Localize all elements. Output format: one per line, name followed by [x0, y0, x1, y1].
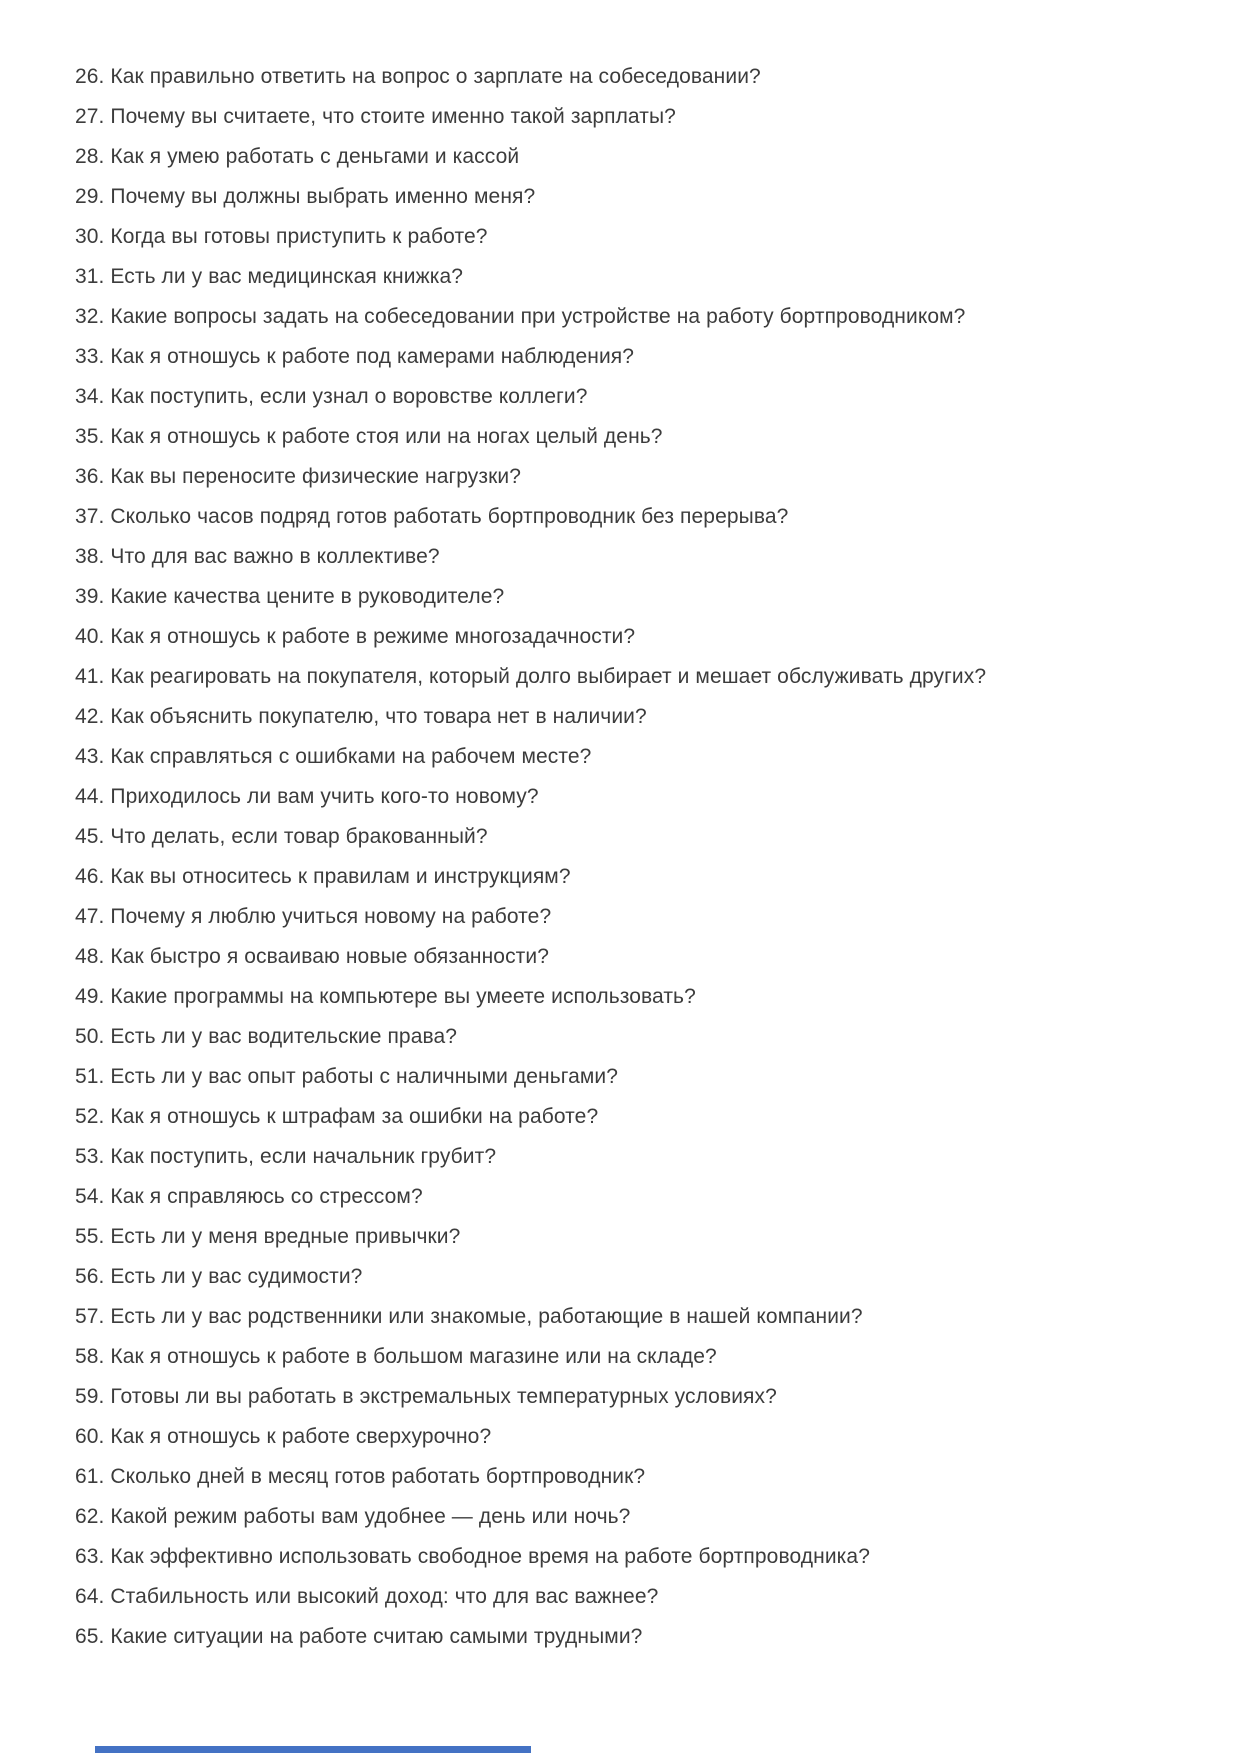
question-text: Какие вопросы задать на собеседовании при устройстве на работу бортпроводником?: [110, 305, 966, 328]
question-number: 36.: [75, 465, 105, 488]
question-item: [75, 1617, 1219, 1657]
question-number: 30.: [75, 225, 105, 248]
question-number: 64.: [75, 1585, 105, 1608]
question-item: [75, 497, 1219, 537]
question-text: Как я умею работать с деньгами и кассой: [110, 145, 520, 168]
question-text: Стабильность или высокий доход: что для вас важнее?: [110, 1585, 659, 1608]
question-number: 31.: [75, 265, 105, 288]
question-number: 43.: [75, 745, 105, 768]
question-item: [75, 337, 1219, 377]
question-number: 38.: [75, 545, 105, 568]
question-number: 62.: [75, 1505, 105, 1528]
question-text: Когда вы готовы приступить к работе?: [110, 225, 488, 248]
question-text: Как я отношусь к работе в большом магазине или на складе?: [110, 1345, 717, 1368]
question-item: [75, 937, 1219, 977]
question-text: Есть ли у вас медицинская книжка?: [110, 265, 464, 288]
question-text: Сколько часов подряд готов работать бортпроводник без перерыва?: [110, 505, 789, 528]
question-text: Почему вы считаете, что стоите именно такой зарплаты?: [110, 105, 676, 128]
question-number: 58.: [75, 1345, 105, 1368]
question-text: Как я отношусь к штрафам за ошибки на работе?: [110, 1105, 599, 1128]
question-item: [75, 1257, 1219, 1297]
question-item: [75, 857, 1219, 897]
question-number: 33.: [75, 345, 105, 368]
question-item: [75, 737, 1219, 777]
question-item: [75, 1417, 1219, 1457]
question-text: Как поступить, если узнал о воровстве коллеги?: [110, 385, 588, 408]
partial-bottom-element: [95, 1746, 531, 1753]
question-text: Как эффективно использовать свободное время на работе бортпроводника?: [110, 1545, 870, 1568]
question-number: 34.: [75, 385, 105, 408]
question-number: 59.: [75, 1385, 105, 1408]
question-number: 57.: [75, 1305, 105, 1328]
question-text: Что для вас важно в коллективе?: [110, 545, 440, 568]
question-text: Как поступить, если начальник грубит?: [110, 1145, 497, 1168]
question-text: Готовы ли вы работать в экстремальных температурных условиях?: [110, 1385, 777, 1408]
question-number: 41.: [75, 665, 105, 688]
question-item: [75, 1217, 1219, 1257]
question-item: [75, 1177, 1219, 1217]
question-number: 49.: [75, 985, 105, 1008]
question-text: Есть ли у меня вредные привычки?: [110, 1225, 461, 1248]
question-item: [75, 177, 1219, 217]
question-number: 56.: [75, 1265, 105, 1288]
question-number: 50.: [75, 1025, 105, 1048]
question-item: [75, 817, 1219, 857]
question-text: Как я отношусь к работе стоя или на ногах целый день?: [110, 425, 663, 448]
question-item: [75, 697, 1219, 737]
question-number: 52.: [75, 1105, 105, 1128]
question-item: [75, 1577, 1219, 1617]
question-text: Как я отношусь к работе в режиме многозадачности?: [110, 625, 636, 648]
question-text: Какие программы на компьютере вы умеете использовать?: [110, 985, 696, 1008]
question-number: 29.: [75, 185, 105, 208]
question-item: [75, 977, 1219, 1017]
question-number: 40.: [75, 625, 105, 648]
question-number: 48.: [75, 945, 105, 968]
question-number: 28.: [75, 145, 105, 168]
question-number: 54.: [75, 1185, 105, 1208]
question-item: [75, 777, 1219, 817]
question-number: 51.: [75, 1065, 105, 1088]
question-item: [75, 377, 1219, 417]
question-text: Как я отношусь к работе под камерами наблюдения?: [110, 345, 635, 368]
question-number: 42.: [75, 705, 105, 728]
question-text: Сколько дней в месяц готов работать бортпроводник?: [110, 1465, 646, 1488]
question-text: Приходилось ли вам учить кого-то новому?: [110, 785, 539, 808]
question-item: [75, 97, 1219, 137]
question-text: Какие качества цените в руководителе?: [110, 585, 505, 608]
question-item: [75, 137, 1219, 177]
question-item: [75, 1297, 1219, 1337]
question-number: 53.: [75, 1145, 105, 1168]
question-item: [75, 1537, 1219, 1577]
question-text: Как я отношусь к работе сверхурочно?: [110, 1425, 492, 1448]
question-number: 60.: [75, 1425, 105, 1448]
question-item: [75, 897, 1219, 937]
question-number: 32.: [75, 305, 105, 328]
question-text: Как правильно ответить на вопрос о зарплате на собеседовании?: [110, 65, 761, 88]
question-number: 65.: [75, 1625, 105, 1648]
question-text: Что делать, если товар бракованный?: [110, 825, 488, 848]
question-item: [75, 1017, 1219, 1057]
question-item: [75, 1457, 1219, 1497]
question-number: 26.: [75, 65, 105, 88]
question-text: Как реагировать на покупателя, который долго выбирает и мешает обслуживать других?: [110, 665, 987, 688]
question-text: Как вы относитесь к правилам и инструкциям?: [110, 865, 571, 888]
question-item: [75, 617, 1219, 657]
question-text: Какой режим работы вам удобнее — день или ночь?: [110, 1505, 631, 1528]
question-number: 46.: [75, 865, 105, 888]
question-text: Как справляться с ошибками на рабочем месте?: [110, 745, 592, 768]
question-number: 37.: [75, 505, 105, 528]
question-item: [75, 457, 1219, 497]
questions-list: [75, 57, 1219, 1657]
question-number: 45.: [75, 825, 105, 848]
question-number: 47.: [75, 905, 105, 928]
question-text: Есть ли у вас опыт работы с наличными деньгами?: [110, 1065, 618, 1088]
question-number: 27.: [75, 105, 105, 128]
question-item: [75, 1057, 1219, 1097]
question-text: Почему вы должны выбрать именно меня?: [110, 185, 536, 208]
question-text: Есть ли у вас родственники или знакомые, работающие в нашей компании?: [110, 1305, 863, 1328]
question-item: [75, 217, 1219, 257]
question-item: [75, 257, 1219, 297]
question-number: 63.: [75, 1545, 105, 1568]
question-item: [75, 577, 1219, 617]
question-number: 44.: [75, 785, 105, 808]
question-text: Есть ли у вас судимости?: [110, 1265, 363, 1288]
question-text: Как вы переносите физические нагрузки?: [110, 465, 522, 488]
question-number: 39.: [75, 585, 105, 608]
question-text: Как быстро я осваиваю новые обязанности?: [110, 945, 550, 968]
question-text: Какие ситуации на работе считаю самыми трудными?: [110, 1625, 643, 1648]
question-item: [75, 657, 1219, 697]
question-text: Почему я люблю учиться новому на работе?: [110, 905, 552, 928]
question-number: 35.: [75, 425, 105, 448]
question-item: [75, 537, 1219, 577]
question-item: [75, 1497, 1219, 1537]
question-number: 61.: [75, 1465, 105, 1488]
question-number: 55.: [75, 1225, 105, 1248]
question-text: Есть ли у вас водительские права?: [110, 1025, 458, 1048]
question-item: [75, 1137, 1219, 1177]
question-item: [75, 57, 1219, 97]
question-item: [75, 1377, 1219, 1417]
question-text: Как я справляюсь со стрессом?: [110, 1185, 423, 1208]
question-item: [75, 1337, 1219, 1377]
question-text: Как объяснить покупателю, что товара нет в наличии?: [110, 705, 647, 728]
question-item: [75, 297, 1219, 337]
question-item: [75, 417, 1219, 457]
question-item: [75, 1097, 1219, 1137]
